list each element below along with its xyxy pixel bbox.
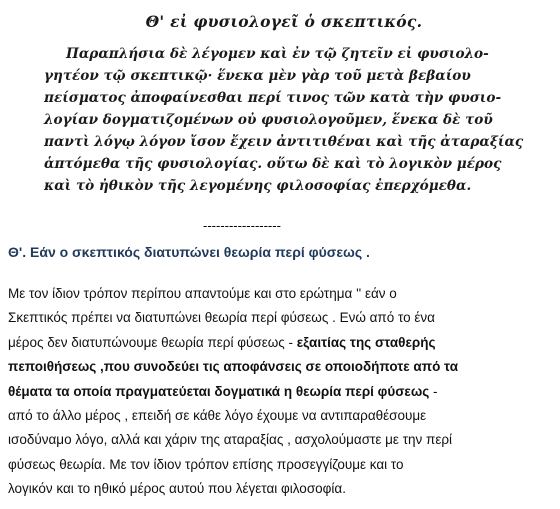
translation-paragraph xyxy=(8,282,554,502)
translation-text: μέρος δεν διατυπώνουμε θεωρία περί φύσεως - xyxy=(8,334,297,350)
translation-bold-line: πεποιθήσεως ,που συνοδεύει τις αποφάνσεις σε οποιοδήποτε από τα xyxy=(8,359,459,375)
translation-text: - xyxy=(429,383,438,399)
translation-line xyxy=(8,331,554,355)
scanned-line: ἁπτόμεθα τῆς φυσιολογίας. οὕτω δὲ καὶ τὸ λογικὸν μέρος xyxy=(44,156,502,172)
translation-heading: Θ'. Εάν ο σκεπτικός διατυπώνει θεωρία περί φύσεως . xyxy=(8,244,370,260)
scanned-line: παντὶ λόγῳ λόγον ἴσον ἔχειν ἀντιτιθέναι καὶ τῆς ἀταραξίας xyxy=(44,134,524,150)
translation-line xyxy=(8,380,554,404)
scanned-paragraph xyxy=(44,43,524,197)
scanned-line: πείσματος ἀποφαίνεσθαι περί τινος τῶν κατὰ τὴν φυσιο- xyxy=(44,90,502,106)
scanned-greek-text xyxy=(44,12,524,197)
section-divider: ------------------ xyxy=(203,218,281,233)
translation-bold-text: θέματα τα οποία πραγματεύεται δογματικά η θεωρία περί φύσεως xyxy=(8,383,430,399)
translation-bold-text: εξαιτίας της σταθερής xyxy=(296,334,436,350)
translation-line: φύσεως θεωρία. Με τον ίδιον τρόπον επίσης προσεγγίζουμε και το xyxy=(8,456,404,472)
scanned-line: γητέον τῷ σκεπτικῷ· ἕνεκα μὲν γὰρ τοῦ μετὰ βεβαίου xyxy=(44,68,471,84)
translation-line: από το άλλο μέρος , επειδή σε κάθε λόγο έχουμε να αντιπαραθέσουμε xyxy=(8,408,427,424)
scanned-line: λογίαν δογματιζομένων οὐ φυσιολογοῦμεν, ἕνεκα δὲ τοῦ xyxy=(44,112,493,128)
translation-line: Με τον ίδιον τρόπον περίπου απαντούμε και στο ερώτημα '' εάν ο xyxy=(8,286,397,301)
translation-line: λογικόν και το ηθικό μέρος αυτού που λέγεται φιλοσοφία. xyxy=(8,481,346,497)
scanned-line: Παραπλήσια δὲ λέγομεν καὶ ἐν τῷ ζητεῖν εἰ φυσιολο- xyxy=(66,46,489,62)
translation-line: Σκεπτικός πρέπει να διατυπώνει θεωρία περί φύσεως . Ενώ από το ένα xyxy=(8,310,435,326)
scanned-line: καὶ τὸ ἠθικὸν τῆς λεγομένης φιλοσοφίας ἐπερχόμεθα. xyxy=(44,178,472,194)
scanned-title: Θ' εἰ φυσιολογεῖ ὁ σκεπτικός. xyxy=(145,12,423,31)
translation-line: ισοδύναμο λόγο, αλλά και χάριν της αταραξίας , ασχολούμαστε με την περί xyxy=(8,432,453,448)
